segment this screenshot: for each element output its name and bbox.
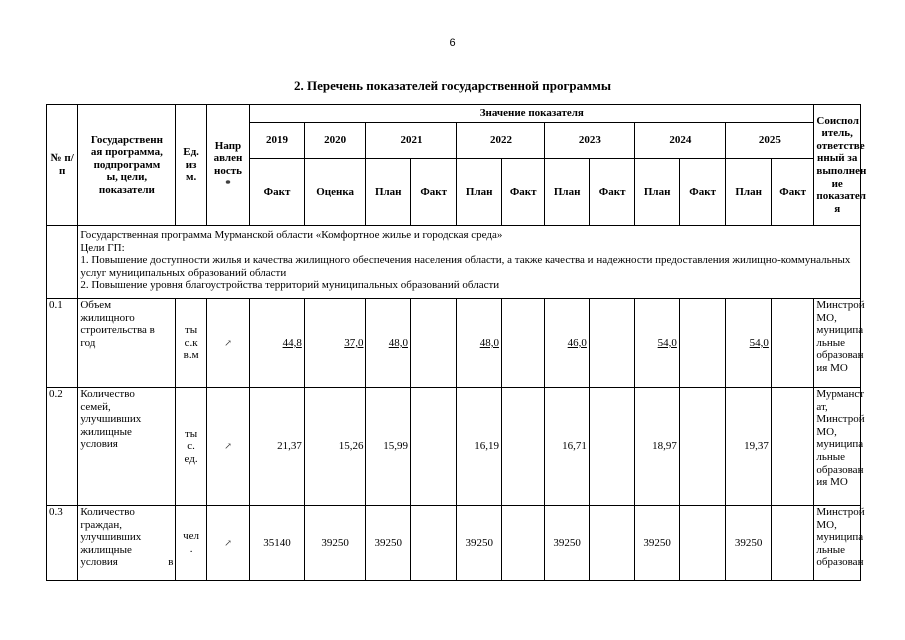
arrow-up-icon: ↗: [224, 441, 232, 452]
value-cell: [545, 388, 589, 506]
row-num: 0.2: [47, 388, 78, 506]
value-text: 35140: [263, 536, 291, 549]
row-unit-line: ты: [184, 427, 198, 440]
table-row: [47, 388, 861, 506]
value-cell: [545, 299, 589, 388]
row-unit: [176, 506, 206, 581]
row-responsible-line: образован: [816, 463, 864, 476]
header-num: № п/п: [47, 105, 78, 226]
value-cell: [410, 299, 457, 388]
row-num: 0.1: [47, 299, 78, 388]
row-name: [78, 299, 176, 388]
value-cell: [250, 299, 305, 388]
header-subcolumn: План: [545, 159, 589, 226]
value-cell: [250, 388, 305, 506]
value-cell: [589, 506, 635, 581]
value-cell: [304, 299, 366, 388]
value-text: 21,37: [277, 440, 302, 453]
row-direction: [206, 299, 249, 388]
row-name-word: в: [168, 556, 174, 569]
value-text: 46,0: [567, 336, 587, 349]
row-responsible-line: Минстрой: [816, 413, 865, 426]
header-year: 2021: [366, 123, 457, 159]
header-year: 2019: [250, 123, 305, 159]
value-cell: [726, 388, 772, 506]
program-goals-label: Цели ГП:: [80, 241, 125, 254]
value-cell: [304, 506, 366, 581]
row-responsible-line: образован: [816, 556, 864, 569]
header-subcolumn: План: [457, 159, 501, 226]
row-responsible-line: МО,: [816, 518, 837, 531]
header-name-line: ая программа,: [90, 146, 163, 159]
arrow-up-icon: ↗: [224, 337, 232, 348]
value-cell: [589, 388, 635, 506]
value-text: 48,0: [479, 336, 499, 349]
header-direction-line: *: [225, 177, 231, 190]
header-subcolumn: План: [366, 159, 410, 226]
value-text: 39250: [734, 536, 763, 549]
header-responsible-line: Соиспол: [816, 114, 859, 127]
row-unit-line: чел: [183, 530, 200, 543]
header-subcolumn: План: [726, 159, 772, 226]
value-text: 54,0: [749, 336, 769, 349]
value-text: 15,99: [383, 440, 408, 453]
header-subcolumn: Факт: [771, 159, 813, 226]
row-responsible-line: льные: [816, 543, 846, 556]
header-direction-line: авлен: [213, 152, 243, 165]
row-responsible-line: образован: [816, 349, 864, 362]
row-responsible-line: Мурманст: [816, 388, 865, 400]
header-subcolumn: Факт: [501, 159, 544, 226]
row-name-line: граждан,: [80, 518, 122, 531]
row-name-line: жилищного: [80, 311, 135, 324]
header-name-line: подпрограмм: [93, 158, 161, 171]
value-cell: [679, 299, 726, 388]
row-unit-line: с.к: [184, 336, 198, 349]
header-subcolumn: Оценка: [304, 159, 366, 226]
program-block-cell: [78, 226, 861, 299]
value-text: 16,19: [474, 440, 499, 453]
header-direction-line: Напр: [214, 139, 242, 152]
row-name-line: жилищные: [80, 425, 132, 438]
value-cell: [771, 506, 813, 581]
header-name-line: Государственн: [90, 133, 163, 146]
value-text: 39250: [374, 536, 402, 549]
row-responsible-line: МО,: [816, 425, 837, 438]
header-direction: [206, 105, 249, 226]
value-cell: [771, 388, 813, 506]
value-text: 44,8: [282, 336, 302, 349]
table-row: [47, 299, 861, 388]
row-unit-line: с.: [187, 440, 195, 453]
header-direction-line: ность: [214, 165, 242, 177]
value-text: 19,37: [744, 440, 769, 453]
value-text: 18,97: [652, 440, 677, 453]
header-responsible-line: нный за: [817, 152, 858, 165]
header-responsible-line: показател: [816, 190, 866, 203]
header-subcolumn: Факт: [250, 159, 305, 226]
program-goal-2: 2. Повышение уровня благоустройства территорий муниципальных образований области: [80, 279, 500, 292]
value-cell: [366, 506, 410, 581]
row-direction: [206, 388, 249, 506]
header-year: 2024: [635, 123, 726, 159]
row-responsible-line: льные: [816, 336, 846, 349]
row-responsible-line: муниципа: [816, 531, 864, 544]
header-unit: [176, 105, 206, 226]
row-unit: [176, 388, 206, 506]
value-text: 54,0: [657, 336, 677, 349]
row-name-line: жилищные: [80, 543, 132, 556]
value-cell: [771, 299, 813, 388]
value-cell: [457, 299, 501, 388]
row-responsible-line: ия МО: [816, 361, 848, 374]
value-cell: [726, 506, 772, 581]
header-name: [78, 105, 176, 226]
header-subcolumn: Факт: [589, 159, 635, 226]
indicators-table: [46, 104, 867, 581]
row-direction: [206, 506, 249, 581]
row-responsible-line: Минстрой: [816, 506, 865, 518]
value-cell: [635, 388, 679, 506]
row-responsible: [814, 506, 865, 581]
value-cell: [501, 299, 544, 388]
header-name-line: ы, цели,: [106, 171, 148, 184]
value-text: 16,71: [562, 440, 587, 453]
program-title: Государственная программа Мурманской области «Комфортное жилье и городская среда»: [80, 229, 503, 241]
value-text: 48,0: [388, 336, 408, 349]
header-values-group: Значение показателя: [250, 105, 814, 123]
value-text: 39250: [643, 536, 671, 549]
value-cell: [679, 506, 726, 581]
program-block-num-cell: [47, 226, 78, 299]
row-responsible: [814, 299, 865, 388]
value-cell: [635, 506, 679, 581]
value-cell: [545, 506, 589, 581]
header-unit-line: Ед.: [183, 146, 199, 159]
header-unit-line: м.: [185, 171, 197, 184]
row-name-line: семей,: [80, 400, 111, 413]
row-name-line: Количество: [80, 388, 135, 400]
arrow-up-icon: ↗: [224, 537, 232, 548]
row-name: [78, 506, 176, 581]
header-year: 2023: [545, 123, 635, 159]
row-responsible-line: ия МО: [816, 476, 848, 489]
header-subcolumn: План: [635, 159, 679, 226]
row-responsible-line: Минстрой: [816, 299, 865, 311]
value-text: 39250: [321, 536, 349, 549]
header-year: 2025: [726, 123, 814, 159]
row-name-line: год: [80, 336, 96, 349]
row-num: 0.3: [47, 506, 78, 581]
value-cell: [457, 506, 501, 581]
row-unit: [176, 299, 206, 388]
header-year: 2020: [304, 123, 366, 159]
row-name-line: строительства в: [80, 324, 155, 337]
row-responsible-line: МО,: [816, 311, 837, 324]
value-cell: [501, 388, 544, 506]
header-responsible: [814, 105, 867, 226]
value-text: 39250: [465, 536, 493, 549]
row-responsible-line: муниципа: [816, 438, 864, 451]
row-name-line: [80, 556, 173, 569]
header-responsible-line: выполнен: [816, 165, 867, 177]
row-name-line: улучшивших: [80, 531, 142, 544]
header-subcolumn: Факт: [679, 159, 726, 226]
page-title: 2. Перечень показателей государственной программы: [294, 78, 611, 93]
row-name-line: условия: [80, 438, 118, 451]
program-block-row: [47, 226, 861, 299]
header-name-line: показатели: [98, 183, 155, 196]
value-cell: [635, 299, 679, 388]
row-unit-line: ед.: [184, 452, 198, 465]
row-responsible-line: муниципа: [816, 324, 864, 337]
value-cell: [410, 506, 457, 581]
header-responsible-line: итель,: [821, 127, 853, 140]
value-cell: [304, 388, 366, 506]
row-unit-line: в.м: [183, 349, 199, 362]
value-text: 37,0: [344, 336, 364, 349]
header-row-1: [47, 105, 861, 123]
header-responsible-line: ответстве: [816, 139, 865, 152]
value-cell: [366, 299, 410, 388]
value-cell: [726, 299, 772, 388]
row-unit-line: .: [189, 543, 193, 555]
page-number: 6: [449, 37, 456, 49]
row-name-word: условия: [80, 556, 118, 569]
value-cell: [679, 388, 726, 506]
value-cell: [250, 506, 305, 581]
row-responsible-line: льные: [816, 450, 846, 463]
table-row: [47, 506, 861, 581]
header-responsible-line: ие: [831, 177, 843, 190]
row-unit-line: ты: [184, 324, 198, 337]
value-cell: [501, 506, 544, 581]
value-cell: [589, 299, 635, 388]
row-name: [78, 388, 176, 506]
row-name-line: Количество: [80, 506, 135, 518]
value-cell: [410, 388, 457, 506]
header-responsible-line: я: [834, 202, 841, 215]
header-year: 2022: [457, 123, 545, 159]
row-name-line: Объем: [80, 299, 112, 311]
header-unit-line: из: [185, 158, 197, 171]
value-text: 39250: [553, 536, 581, 549]
header-subcolumn: Факт: [410, 159, 457, 226]
row-responsible: [814, 388, 865, 506]
row-responsible-line: ат,: [816, 400, 828, 413]
value-text: 15,26: [338, 440, 364, 453]
value-cell: [457, 388, 501, 506]
program-goal-1: 1. Повышение доступности жилья и качества жилищного обеспечения населения области, а также качества и надежности предоставления жилищно-коммунальных услуг муниципальных образований области: [80, 254, 851, 279]
value-cell: [366, 388, 410, 506]
row-name-line: улучшивших: [80, 413, 142, 426]
